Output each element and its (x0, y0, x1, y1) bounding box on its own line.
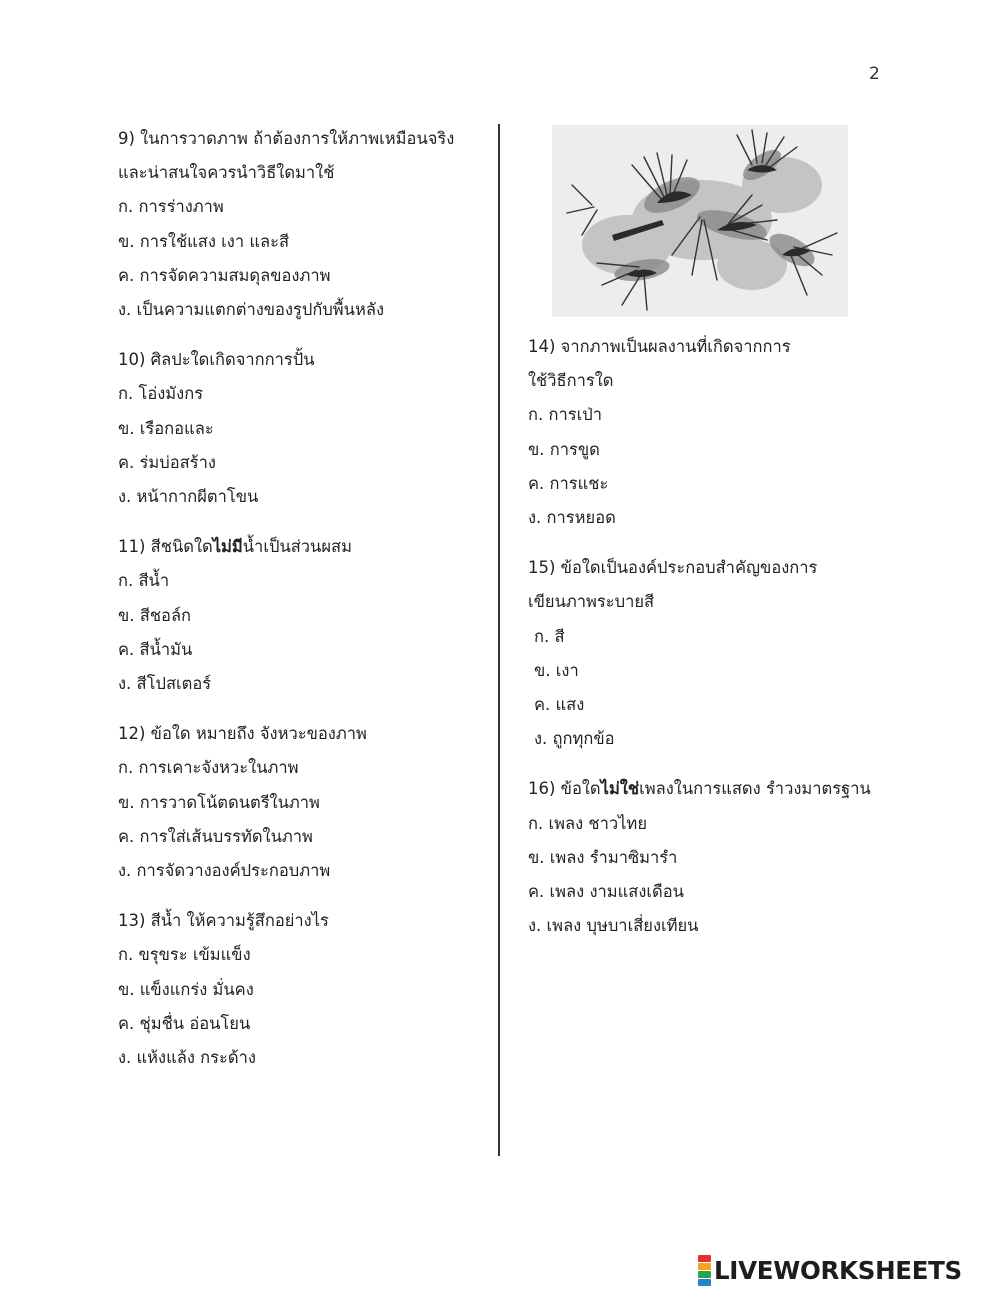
answer-option[interactable]: ค. ชุ่มชื่น อ่อนโยน (118, 1013, 251, 1033)
brand-mark-icon (698, 1255, 711, 1286)
question-text: เขียนภาพระบายสี (528, 592, 655, 612)
answer-option[interactable]: ก. ขรุขระ เข้มแข็ง (118, 945, 251, 965)
answer-option[interactable]: ข. เรือกอและ (118, 418, 214, 438)
emphasis-text: ไม่ใช่ (600, 779, 640, 799)
ink-blow-artwork-drawing (552, 125, 848, 317)
answer-option[interactable]: ค. การจัดความสมดุลของภาพ (118, 265, 331, 285)
question-11 (118, 530, 488, 701)
answer-option[interactable]: ข. สีชอล์ก (118, 605, 192, 625)
liveworksheets-logo (698, 1253, 962, 1287)
brand-mark-bar (698, 1255, 711, 1262)
page-number: 2 (869, 64, 880, 84)
answer-option[interactable]: ข. การวาดโน้ตดนตรีในภาพ (118, 792, 320, 812)
answer-option[interactable]: ค. แสง (534, 695, 585, 715)
answer-option[interactable]: ง. เป็นความแตกต่างของรูปกับพื้นหลัง (118, 300, 385, 320)
question-text: 12) ข้อใด หมายถึง จังหวะของภาพ (118, 724, 367, 744)
question-text-end: น้ำเป็นส่วนผสม (242, 537, 352, 557)
answer-option[interactable]: ก. การร่างภาพ (118, 197, 224, 217)
answer-option[interactable]: ง. หน้ากากผีตาโขน (118, 487, 259, 507)
brand-mark-bar (698, 1279, 711, 1286)
question-12 (118, 717, 488, 888)
question-10 (118, 343, 488, 514)
answer-option[interactable]: ง. สีโปสเตอร์ (118, 674, 212, 694)
answer-option[interactable]: ก. โอ่งมังกร (118, 384, 204, 404)
brand-name: LIVEWORKSHEETS (714, 1255, 962, 1285)
answer-option[interactable]: ข. การใช้แสง เงา และสี (118, 231, 290, 251)
question-text-start: 11) สีชนิดใด (118, 537, 213, 557)
question-text: และน่าสนใจควรนำวิธีใดมาใช้ (118, 163, 335, 183)
ink-blow-artwork-image (552, 125, 848, 317)
question-16 (528, 772, 871, 943)
answer-option[interactable]: ง. ถูกทุกข้อ (534, 729, 615, 749)
left-column (118, 122, 488, 1091)
answer-option[interactable]: ง. เพลง บุษบาเสี่ยงเทียน (528, 916, 699, 936)
answer-option[interactable]: ค. การใส่เส้นบรรทัดในภาพ (118, 826, 313, 846)
answer-option[interactable]: ก. เพลง ชาวไทย (528, 813, 647, 833)
question-13 (118, 904, 488, 1075)
question-14 (528, 330, 858, 535)
question-text (528, 772, 871, 806)
answer-option[interactable]: ข. เงา (534, 660, 579, 680)
brand-mark-bar (698, 1263, 711, 1270)
question-text-start: 16) ข้อใด (528, 779, 601, 799)
brand-mark-bar (698, 1271, 711, 1278)
answer-option[interactable]: ข. เพลง รำมาซิมารำ (528, 847, 678, 867)
answer-option[interactable]: ค. เพลง งามแสงเดือน (528, 882, 684, 902)
answer-option[interactable]: ก. สี (534, 626, 565, 646)
answer-option[interactable]: ข. แข็งแกร่ง มั่นคง (118, 979, 254, 999)
question-text: 14) จากภาพเป็นผลงานที่เกิดจากการ (528, 337, 791, 356)
question-text (118, 530, 488, 564)
question-text: 9) ในการวาดภาพ ถ้าต้องการให้ภาพเหมือนจริง (118, 129, 455, 148)
right-column (528, 330, 871, 959)
answer-option[interactable]: ก. การเป่า (528, 405, 602, 425)
answer-option[interactable]: ง. แห้งแล้ง กระด้าง (118, 1048, 256, 1068)
answer-option[interactable]: ง. การจัดวางองค์ประกอบภาพ (118, 861, 331, 881)
answer-option[interactable]: ค. การแชะ (528, 473, 609, 493)
emphasis-text: ไม่มี (212, 537, 243, 557)
answer-option[interactable]: ค. ร่มบ่อสร้าง (118, 452, 216, 472)
answer-option[interactable]: ก. สีน้ำ (118, 571, 170, 591)
question-text: 15) ข้อใดเป็นองค์ประกอบสำคัญของการ (528, 558, 818, 578)
question-text: 13) สีน้ำ ให้ความรู้สึกอย่างไร (118, 911, 329, 931)
question-text-end: เพลงในการแสดง รำวงมาตรฐาน (639, 779, 871, 799)
answer-option[interactable]: ข. การขูด (528, 439, 600, 459)
question-text: ใช้วิธีการใด (528, 371, 614, 391)
question-9 (118, 122, 488, 327)
question-15 (528, 551, 858, 756)
column-divider (498, 124, 500, 1156)
answer-option[interactable]: ง. การหยอด (528, 508, 616, 528)
question-text: 10) ศิลปะใดเกิดจากการปั้น (118, 350, 315, 370)
answer-option[interactable]: ก. การเคาะจังหวะในภาพ (118, 758, 299, 778)
answer-option[interactable]: ค. สีน้ำมัน (118, 639, 193, 659)
